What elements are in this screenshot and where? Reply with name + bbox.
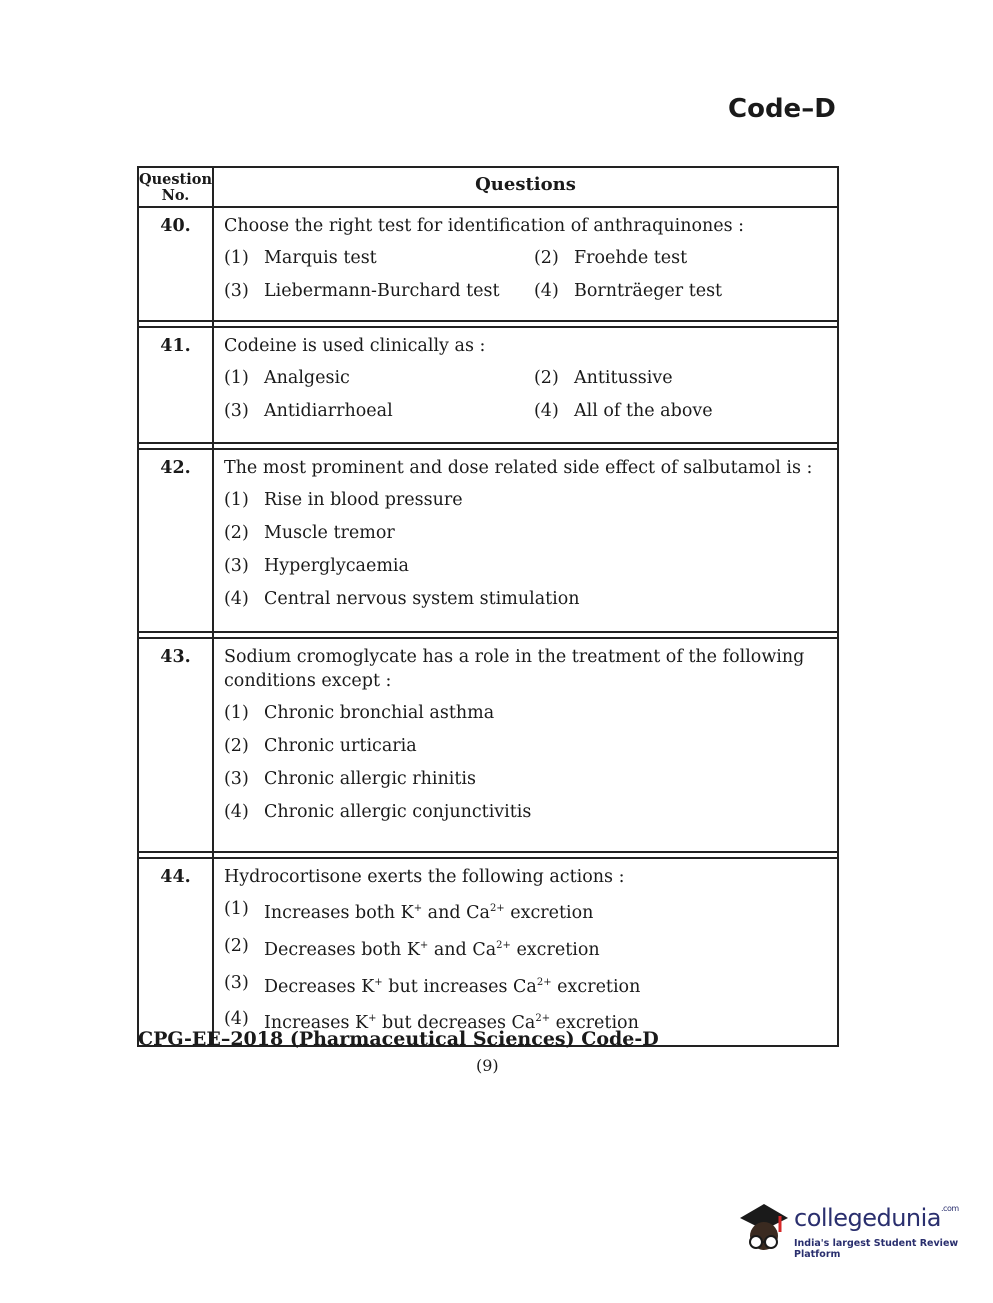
option <box>534 366 831 390</box>
question-stem: Sodium cromoglycate has a role in the treatment of the following conditions except : <box>223 647 805 691</box>
option-text: Antidiarrhoeal <box>263 401 393 421</box>
question-number: 42. <box>138 449 213 632</box>
question-row <box>138 207 838 321</box>
option-label: (1) <box>223 703 249 723</box>
option <box>224 399 534 423</box>
option-text: Froehde test <box>573 248 688 268</box>
question-number: 43. <box>138 638 213 852</box>
option-label: (4) <box>223 1009 249 1030</box>
option-text: Decreases K+ but increases $Ca^{2+}$ excretion <box>263 976 641 997</box>
option-label: (1) <box>223 248 249 268</box>
question-number: 40. <box>138 207 213 321</box>
column-header-questions: Questions <box>213 167 838 207</box>
option-text: Marquis test <box>263 248 377 268</box>
option <box>224 279 534 303</box>
option <box>224 934 831 962</box>
option <box>224 587 831 611</box>
option-label: (3) <box>223 401 249 421</box>
option-text: Chronic urticaria <box>263 736 417 756</box>
option <box>224 767 831 791</box>
option-label: (3) <box>223 281 249 301</box>
collegedunia-logo[interactable] <box>736 1198 966 1262</box>
option-text: Analgesic <box>263 368 350 388</box>
option <box>534 246 831 270</box>
question-row <box>138 327 838 443</box>
option-text: All of the above <box>573 401 713 421</box>
question-stem: Codeine is used clinically as : <box>223 336 486 356</box>
option <box>224 246 534 270</box>
option-text: Muscle tremor <box>263 523 395 543</box>
option-text: Bornträeger test <box>573 281 723 301</box>
option <box>224 971 831 999</box>
question-stem: Hydrocortisone exerts the following actions : <box>223 867 625 887</box>
option-text: Liebermann-Burchard test <box>263 281 500 301</box>
option <box>224 734 831 758</box>
option <box>224 800 831 824</box>
option-text: Decreases both K+ and $Ca^{2+}$ excretion <box>263 939 600 960</box>
option-text: Antitussive <box>573 368 673 388</box>
option-label: (2) <box>223 935 249 956</box>
option <box>224 521 831 545</box>
option-label: (4) <box>223 589 249 609</box>
option <box>224 701 831 725</box>
page-number: (9) <box>476 1056 499 1075</box>
question-stem: Choose the right test for identification of anthraquinones : <box>223 216 745 236</box>
brand-tagline: India's largest Student Review Platform <box>794 1238 959 1260</box>
option <box>534 399 831 423</box>
option-text: Increases K+ but decreases $Ca^{2+}$ excretion <box>263 1013 639 1034</box>
question-number: 44. <box>138 858 213 1046</box>
option-text: Chronic allergic conjunctivitis <box>263 802 532 822</box>
option-text: Increases both K+ and $Ca^{2+}$ excretion <box>263 902 594 923</box>
column-header-question-no: Question No. <box>138 167 213 207</box>
option-text: Hyperglycaemia <box>263 556 409 576</box>
option-label: (4) <box>533 281 559 301</box>
option-label: (2) <box>533 368 559 388</box>
option <box>224 554 831 578</box>
option-label: (2) <box>223 736 249 756</box>
option-label: (3) <box>223 769 249 789</box>
question-row <box>138 449 838 632</box>
option-label: (4) <box>533 401 559 421</box>
question-row <box>138 638 838 852</box>
table-header-row <box>138 167 838 207</box>
option-label: (1) <box>223 368 249 388</box>
option-label: (3) <box>223 556 249 576</box>
code-header: Code–D <box>728 94 836 124</box>
option <box>224 897 831 925</box>
option-label: (4) <box>223 802 249 822</box>
mascot-icon <box>736 1198 792 1262</box>
option-text: Chronic allergic rhinitis <box>263 769 477 789</box>
option-text: Rise in blood pressure <box>263 490 463 510</box>
option-text: Central nervous system stimulation <box>263 589 580 609</box>
question-stem: The most prominent and dose related side effect of salbutamol is : <box>223 458 813 478</box>
question-number: 41. <box>138 327 213 443</box>
option <box>224 488 831 512</box>
question-table <box>137 166 839 1047</box>
option-text: Chronic bronchial asthma <box>263 703 495 723</box>
brand-name: collegedunia$^{.com}$ <box>794 1204 959 1232</box>
option <box>224 366 534 390</box>
option-label: (2) <box>533 248 559 268</box>
footer-exam-code: CPG-EE–2018 (Pharmaceutical Sciences) Code-D <box>138 1028 659 1050</box>
option-label: (1) <box>223 490 249 510</box>
option <box>534 279 831 303</box>
option-label: (2) <box>223 523 249 543</box>
option-label: (1) <box>223 899 249 919</box>
option-label: (3) <box>223 972 249 993</box>
question-row <box>138 858 838 1046</box>
